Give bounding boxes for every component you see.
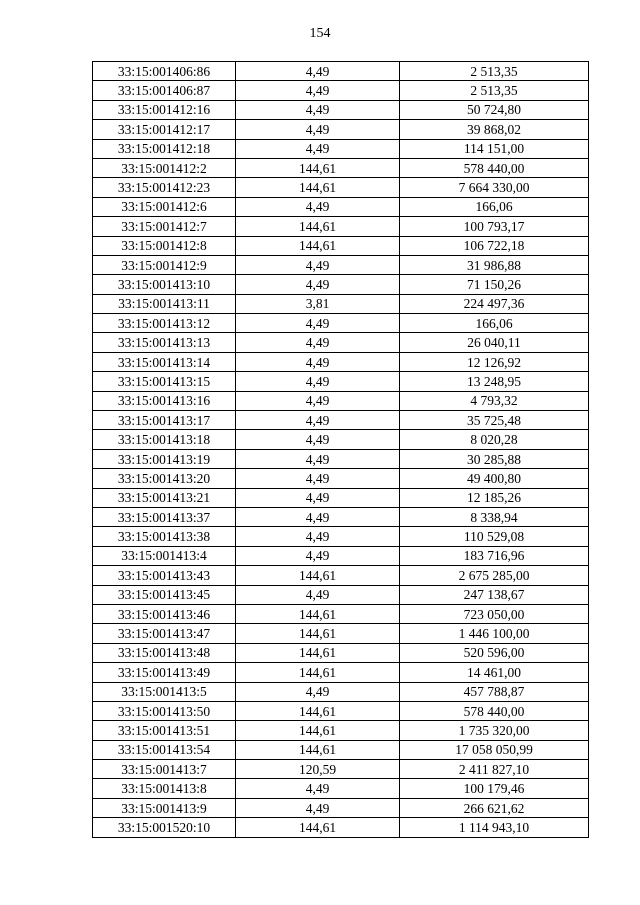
table-row (93, 255, 589, 274)
table-row (93, 139, 589, 158)
cadastral-number-cell: 33:15:001413:8 (93, 779, 236, 798)
table-row (93, 62, 589, 81)
table-row (93, 217, 589, 236)
value-cell: 100 793,17 (400, 217, 589, 236)
value-cell: 50 724,80 (400, 100, 589, 119)
rate-cell: 4,49 (236, 488, 400, 507)
cadastral-number-cell: 33:15:001413:45 (93, 585, 236, 604)
cadastral-value-table (92, 61, 589, 838)
rate-cell: 4,49 (236, 197, 400, 216)
table-row (93, 178, 589, 197)
cadastral-number-cell: 33:15:001413:38 (93, 527, 236, 546)
cadastral-number-cell: 33:15:001412:18 (93, 139, 236, 158)
rate-cell: 4,49 (236, 120, 400, 139)
cadastral-number-cell: 33:15:001412:7 (93, 217, 236, 236)
value-cell: 723 050,00 (400, 604, 589, 623)
table-row (93, 391, 589, 410)
value-cell: 71 150,26 (400, 275, 589, 294)
cadastral-number-cell: 33:15:001520:10 (93, 818, 236, 837)
value-cell: 166,06 (400, 314, 589, 333)
table-row (93, 449, 589, 468)
value-cell: 1 114 943,10 (400, 818, 589, 837)
rate-cell: 4,49 (236, 333, 400, 352)
rate-cell: 144,61 (236, 740, 400, 759)
table-row (93, 430, 589, 449)
rate-cell: 4,49 (236, 411, 400, 430)
table-row (93, 411, 589, 430)
table-row (93, 604, 589, 623)
rate-cell: 144,61 (236, 236, 400, 255)
rate-cell: 4,49 (236, 352, 400, 371)
value-cell: 39 868,02 (400, 120, 589, 139)
table-row (93, 682, 589, 701)
cadastral-number-cell: 33:15:001413:13 (93, 333, 236, 352)
table-row (93, 798, 589, 817)
value-cell: 8 338,94 (400, 507, 589, 526)
value-cell: 12 126,92 (400, 352, 589, 371)
rate-cell: 144,61 (236, 721, 400, 740)
table-row (93, 372, 589, 391)
rate-cell: 4,49 (236, 798, 400, 817)
rate-cell: 4,49 (236, 682, 400, 701)
table-row (93, 314, 589, 333)
rate-cell: 3,81 (236, 294, 400, 313)
cadastral-number-cell: 33:15:001412:6 (93, 197, 236, 216)
rate-cell: 144,61 (236, 604, 400, 623)
cadastral-number-cell: 33:15:001406:86 (93, 62, 236, 81)
table-row (93, 624, 589, 643)
table-row (93, 643, 589, 662)
cadastral-number-cell: 33:15:001413:4 (93, 546, 236, 565)
table-row (93, 158, 589, 177)
value-cell: 17 058 050,99 (400, 740, 589, 759)
table-row (93, 779, 589, 798)
value-cell: 520 596,00 (400, 643, 589, 662)
cadastral-number-cell: 33:15:001413:12 (93, 314, 236, 333)
rate-cell: 4,49 (236, 585, 400, 604)
table-row (93, 197, 589, 216)
value-cell: 35 725,48 (400, 411, 589, 430)
value-cell: 1 446 100,00 (400, 624, 589, 643)
value-cell: 578 440,00 (400, 701, 589, 720)
rate-cell: 4,49 (236, 255, 400, 274)
table-row (93, 721, 589, 740)
cadastral-number-cell: 33:15:001413:51 (93, 721, 236, 740)
value-cell: 2 513,35 (400, 81, 589, 100)
cadastral-number-cell: 33:15:001413:19 (93, 449, 236, 468)
rate-cell: 4,49 (236, 62, 400, 81)
rate-cell: 144,61 (236, 624, 400, 643)
table-row (93, 546, 589, 565)
value-cell: 457 788,87 (400, 682, 589, 701)
rate-cell: 120,59 (236, 760, 400, 779)
value-cell: 12 185,26 (400, 488, 589, 507)
cadastral-number-cell: 33:15:001413:20 (93, 469, 236, 488)
value-cell: 183 716,96 (400, 546, 589, 565)
value-cell: 114 151,00 (400, 139, 589, 158)
rate-cell: 144,61 (236, 158, 400, 177)
value-cell: 166,06 (400, 197, 589, 216)
rate-cell: 4,49 (236, 469, 400, 488)
cadastral-number-cell: 33:15:001413:49 (93, 663, 236, 682)
rate-cell: 4,49 (236, 430, 400, 449)
value-cell: 30 285,88 (400, 449, 589, 468)
cadastral-number-cell: 33:15:001413:9 (93, 798, 236, 817)
table-row (93, 507, 589, 526)
rate-cell: 4,49 (236, 391, 400, 410)
value-cell: 2 411 827,10 (400, 760, 589, 779)
rate-cell: 144,61 (236, 643, 400, 662)
table-row (93, 488, 589, 507)
cadastral-number-cell: 33:15:001413:18 (93, 430, 236, 449)
table-row (93, 585, 589, 604)
table-row (93, 701, 589, 720)
value-cell: 106 722,18 (400, 236, 589, 255)
cadastral-number-cell: 33:15:001406:87 (93, 81, 236, 100)
rate-cell: 144,61 (236, 178, 400, 197)
cadastral-number-cell: 33:15:001413:10 (93, 275, 236, 294)
cadastral-number-cell: 33:15:001413:16 (93, 391, 236, 410)
table-row (93, 100, 589, 119)
table-row (93, 236, 589, 255)
value-cell: 8 020,28 (400, 430, 589, 449)
value-cell: 31 986,88 (400, 255, 589, 274)
rate-cell: 4,49 (236, 546, 400, 565)
cadastral-number-cell: 33:15:001413:14 (93, 352, 236, 371)
cadastral-number-cell: 33:15:001413:46 (93, 604, 236, 623)
rate-cell: 144,61 (236, 217, 400, 236)
table-row (93, 469, 589, 488)
value-cell: 14 461,00 (400, 663, 589, 682)
cadastral-number-cell: 33:15:001412:2 (93, 158, 236, 177)
table-row (93, 527, 589, 546)
value-cell: 4 793,32 (400, 391, 589, 410)
table-row (93, 120, 589, 139)
rate-cell: 4,49 (236, 449, 400, 468)
page-number: 154 (309, 26, 331, 41)
cadastral-number-cell: 33:15:001413:11 (93, 294, 236, 313)
rate-cell: 4,49 (236, 507, 400, 526)
rate-cell: 144,61 (236, 701, 400, 720)
value-cell: 2 513,35 (400, 62, 589, 81)
value-cell: 224 497,36 (400, 294, 589, 313)
value-cell: 49 400,80 (400, 469, 589, 488)
value-cell: 100 179,46 (400, 779, 589, 798)
value-cell: 26 040,11 (400, 333, 589, 352)
cadastral-number-cell: 33:15:001413:7 (93, 760, 236, 779)
cadastral-number-cell: 33:15:001413:15 (93, 372, 236, 391)
cadastral-number-cell: 33:15:001413:50 (93, 701, 236, 720)
value-cell: 578 440,00 (400, 158, 589, 177)
rate-cell: 4,49 (236, 314, 400, 333)
table-row (93, 352, 589, 371)
rate-cell: 144,61 (236, 566, 400, 585)
table-row (93, 333, 589, 352)
value-cell: 1 735 320,00 (400, 721, 589, 740)
value-cell: 247 138,67 (400, 585, 589, 604)
value-cell: 13 248,95 (400, 372, 589, 391)
rate-cell: 4,49 (236, 100, 400, 119)
value-cell: 266 621,62 (400, 798, 589, 817)
table-row (93, 294, 589, 313)
table-row (93, 740, 589, 759)
value-cell: 2 675 285,00 (400, 566, 589, 585)
cadastral-number-cell: 33:15:001413:47 (93, 624, 236, 643)
table-row (93, 663, 589, 682)
cadastral-number-cell: 33:15:001413:5 (93, 682, 236, 701)
value-cell: 110 529,08 (400, 527, 589, 546)
rate-cell: 144,61 (236, 663, 400, 682)
cadastral-number-cell: 33:15:001412:8 (93, 236, 236, 255)
table-row (93, 275, 589, 294)
cadastral-number-cell: 33:15:001412:16 (93, 100, 236, 119)
cadastral-number-cell: 33:15:001413:54 (93, 740, 236, 759)
cadastral-number-cell: 33:15:001413:48 (93, 643, 236, 662)
rate-cell: 4,49 (236, 275, 400, 294)
rate-cell: 4,49 (236, 779, 400, 798)
table-row (93, 81, 589, 100)
rate-cell: 4,49 (236, 81, 400, 100)
rate-cell: 4,49 (236, 527, 400, 546)
rate-cell: 4,49 (236, 139, 400, 158)
rate-cell: 4,49 (236, 372, 400, 391)
rate-cell: 144,61 (236, 818, 400, 837)
table-row (93, 818, 589, 837)
value-cell: 7 664 330,00 (400, 178, 589, 197)
table-body (93, 62, 589, 838)
cadastral-number-cell: 33:15:001413:17 (93, 411, 236, 430)
cadastral-number-cell: 33:15:001412:9 (93, 255, 236, 274)
cadastral-number-cell: 33:15:001413:21 (93, 488, 236, 507)
table-row (93, 566, 589, 585)
cadastral-number-cell: 33:15:001412:17 (93, 120, 236, 139)
cadastral-number-cell: 33:15:001413:43 (93, 566, 236, 585)
cadastral-number-cell: 33:15:001413:37 (93, 507, 236, 526)
table-row (93, 760, 589, 779)
cadastral-number-cell: 33:15:001412:23 (93, 178, 236, 197)
